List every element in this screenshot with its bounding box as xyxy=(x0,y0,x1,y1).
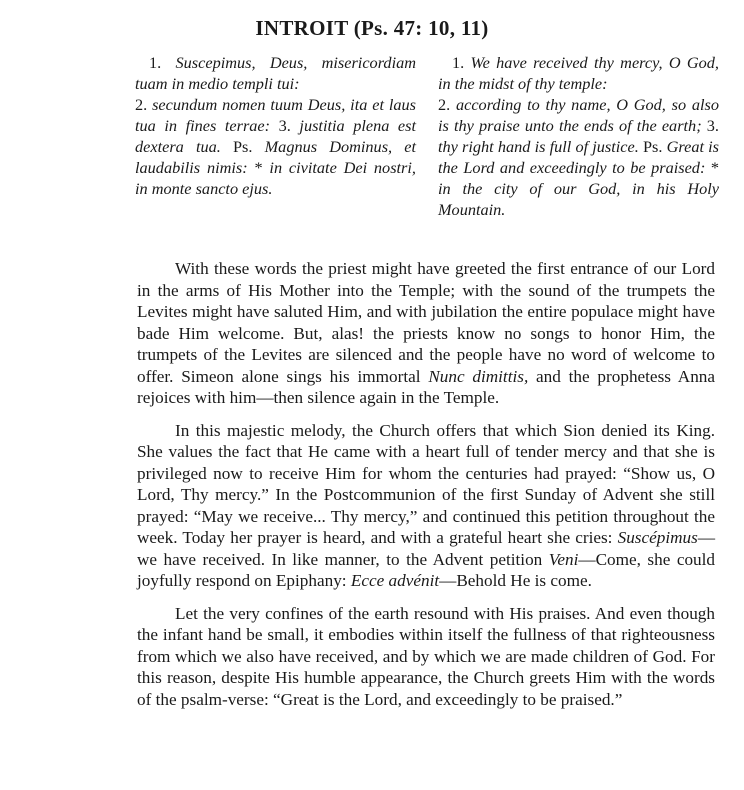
latin-psalm-verse-end: in civitate Dei nostri, in monte sancto ejus. xyxy=(135,158,416,198)
latin-verse-2: secundum nomen tuum Deus, ita et laus tua in fines terrae: xyxy=(135,95,416,135)
page-title: INTROIT (Ps. 47: 10, 11) xyxy=(255,16,489,40)
paragraph-2-text-mid2: —Come, she could joyfully respond on Epiphany: xyxy=(137,549,716,590)
paragraph-2 xyxy=(137,420,715,592)
latin-first-line xyxy=(135,52,416,94)
verse-number: 2. xyxy=(135,95,148,114)
paragraph-3: Let the very confines of the earth resound with His praises. And even though the infant hand be small, it embodies within itself the fullness of that righteousness from which we also have received, and by which we are made children of God. For this reason, despite His humble appearance, the Church greets Him with the words of the psalm-verse: “Great is the Lord, and exceedingly to be praised.” xyxy=(137,603,715,709)
ecce-advenit-term: Ecce advénit xyxy=(350,571,440,590)
verse-number: 3. xyxy=(706,116,719,135)
paragraph-1 xyxy=(137,258,715,409)
verse-number: 1. xyxy=(452,53,465,72)
verse-number: 2. xyxy=(438,95,451,114)
suscepimus-term: Suscépimus xyxy=(617,528,698,547)
asterisk-mark: * xyxy=(254,158,263,177)
english-text-column xyxy=(438,52,719,220)
paragraph-2-text-end: —Behold He is come. xyxy=(439,571,592,590)
english-verse-2: according to thy name, O God, so also is thy praise unto the ends of the earth; xyxy=(438,95,719,135)
english-psalm-verse: Great is the Lord and exceedingly to be praised: xyxy=(438,137,719,177)
latin-psalm-verse: Magnus Dominus, et laudabilis nimis: xyxy=(135,137,416,177)
asterisk-mark: * xyxy=(710,158,719,177)
commentary-body xyxy=(137,258,715,721)
latin-verse-1: Suscepimus, Deus, misericordiam tuam in medio templi tui: xyxy=(135,53,416,93)
nunc-dimittis-term: Nunc dimittis, xyxy=(428,366,529,386)
latin-text-column xyxy=(135,52,416,199)
latin-verse-3: justitia plena est dextera tua. xyxy=(135,116,417,156)
veni-term: Veni xyxy=(548,549,579,569)
english-verse-1: We have received thy mercy, O God, in the midst of thy temple: xyxy=(438,53,719,93)
paragraph-1-text-end: and the prophetess Anna rejoices with him—then silence again in the Temple. xyxy=(137,366,716,407)
paragraph-2-text: In this majestic melody, the Church offers that which Sion denied its King. She values the fact that He came with a heart full of tender mercy and that she is privileged now to receive Him for whom the centuries had prayed: “Show us, O Lord, Thy mercy.” In the Postcommunion of the first Sunday of Advent she still prayed: “May we receive... Thy mercy,” and continued this petition throughout the week. Today her prayer is heard, and with a grateful heart she cries: xyxy=(137,420,715,547)
verse-number: 3. xyxy=(278,116,291,135)
paragraph-2-text-mid: — we have received. In like manner, to the Advent petition xyxy=(137,528,715,569)
verse-number: 1. xyxy=(149,53,162,72)
paragraph-1-text: With these words the priest might have greeted the first entrance of our Lord in the arms of His Mother into the Temple; with the sound of the trumpets the Levites might have saluted Him, and with jubilation the entire populace might have bade Him welcome. But, alas! the priests know no songs to honor Him, the trumpets of the Levites are silenced and the people have no word of welcome to offer. Simeon alone sings his immortal xyxy=(137,259,715,386)
english-verse-3: thy right hand is full of justice. xyxy=(438,137,639,156)
psalm-marker: Ps. xyxy=(642,137,663,156)
english-first-line xyxy=(438,52,719,94)
english-psalm-verse-end: in the city of our God, in his Holy Mountain. xyxy=(438,179,719,219)
psalm-marker: Ps. xyxy=(233,137,253,156)
